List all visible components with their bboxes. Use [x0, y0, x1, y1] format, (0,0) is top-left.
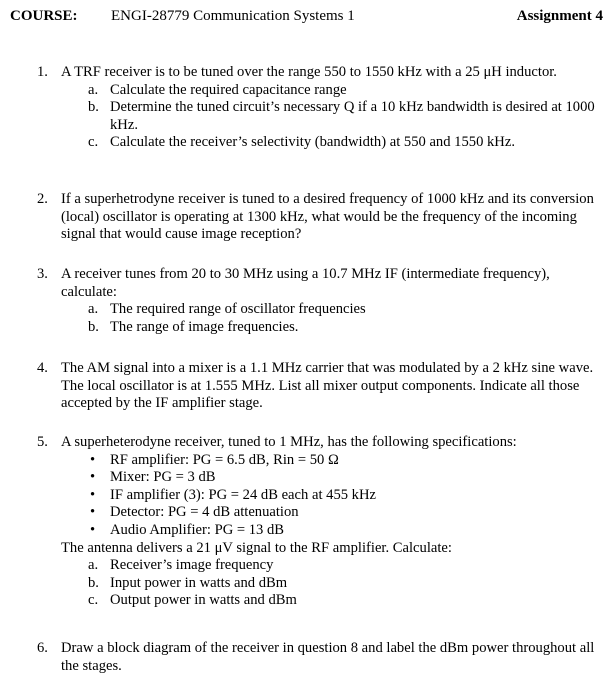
- question-5: [37, 434, 597, 610]
- question-text: Draw a block diagram of the receiver in question 8 and label the dBm power throughout all the stages.: [61, 640, 595, 674]
- sub-text: The range of image frequencies.: [110, 318, 299, 335]
- bullet-text: RF amplifier: PG = 6.5 dB, Rin = 50 Ω: [110, 451, 339, 468]
- question-number: 5.: [37, 434, 48, 450]
- question-number: 2.: [37, 191, 48, 207]
- sub-text: Calculate the receiver’s selectivity (bandwidth) at 550 and 1550 kHz.: [110, 134, 515, 151]
- bullet-text: Detector: PG = 4 dB attenuation: [110, 504, 299, 521]
- sub-question: [88, 301, 597, 319]
- assignment-title: Assignment 4: [516, 8, 603, 24]
- question-text: If a superhetrodyne receiver is tuned to a desired frequency of 1000 kHz and its conversion (local) oscillator is operating at 1300 kHz, what would be the frequency of the incoming signal that would cause image reception?: [61, 191, 594, 243]
- sub-letter: c.: [88, 592, 99, 609]
- header: [10, 8, 603, 28]
- sub-text: Receiver’s image frequency: [110, 557, 274, 574]
- sub-question: [88, 575, 597, 593]
- spec-bullet: [88, 452, 597, 470]
- spec-bullet: [88, 487, 597, 505]
- bullet-text: Audio Amplifier: PG = 13 dB: [110, 521, 285, 538]
- question-text: A receiver tunes from 20 to 30 MHz using a 10.7 MHz IF (intermediate frequency), calculate:: [61, 266, 550, 300]
- sub-letter: b.: [88, 99, 99, 116]
- bullet-dot: •: [90, 521, 96, 538]
- course-label: COURSE:: [10, 8, 78, 24]
- question-1: [37, 64, 597, 152]
- sub-question: [88, 557, 597, 575]
- sub-letter: b.: [88, 318, 99, 335]
- bullet-dot: •: [90, 451, 96, 468]
- sub-question: [88, 592, 597, 610]
- sub-letter: a.: [88, 81, 99, 98]
- question-3: [37, 266, 597, 336]
- course-title: ENGI-28779 Communication Systems 1: [111, 8, 355, 24]
- question-number: 6.: [37, 640, 48, 656]
- question-6: [37, 640, 597, 675]
- sub-question: [88, 134, 597, 152]
- question-followup-text: The antenna delivers a 21 μV signal to the RF amplifier. Calculate:: [61, 539, 452, 556]
- sub-letter: a.: [88, 301, 99, 318]
- question-4: [37, 360, 597, 413]
- bullet-dot: •: [90, 486, 96, 503]
- sub-letter: c.: [88, 134, 99, 151]
- bullet-dot: •: [90, 504, 96, 521]
- spec-bullet: [88, 469, 597, 487]
- question-text: A TRF receiver is to be tuned over the range 550 to 1550 kHz with a 25 μH inductor.: [61, 64, 557, 80]
- sub-question: [88, 82, 597, 100]
- question-text: A superheterodyne receiver, tuned to 1 MHz, has the following specifications:: [61, 434, 517, 450]
- question-2: [37, 191, 597, 244]
- sub-question: [88, 319, 597, 337]
- sub-question: [88, 99, 597, 134]
- sub-text: Input power in watts and dBm: [110, 574, 288, 591]
- question-text: The AM signal into a mixer is a 1.1 MHz carrier that was modulated by a 2 kHz sine wave. The local oscillator is at 1.555 MHz. List all mixer output components. Indicate all those accepted by the IF amplifier stage.: [61, 360, 594, 412]
- spec-bullet: [88, 504, 597, 522]
- sub-text: Output power in watts and dBm: [110, 592, 297, 609]
- bullet-text: IF amplifier (3): PG = 24 dB each at 455 kHz: [110, 486, 376, 503]
- sub-text: Calculate the required capacitance range: [110, 81, 347, 98]
- sub-text: The required range of oscillator frequencies: [110, 301, 366, 318]
- sub-text: Determine the tuned circuit’s necessary Q if a 10 kHz bandwidth is desired at 1000 kHz.: [110, 99, 595, 133]
- bullet-dot: •: [90, 469, 96, 486]
- spec-bullet: [88, 522, 597, 540]
- question-number: 3.: [37, 266, 48, 282]
- question-number: 1.: [37, 64, 48, 80]
- sub-letter: b.: [88, 574, 99, 591]
- question-number: 4.: [37, 360, 48, 376]
- sub-letter: a.: [88, 557, 99, 574]
- bullet-text: Mixer: PG = 3 dB: [110, 469, 216, 486]
